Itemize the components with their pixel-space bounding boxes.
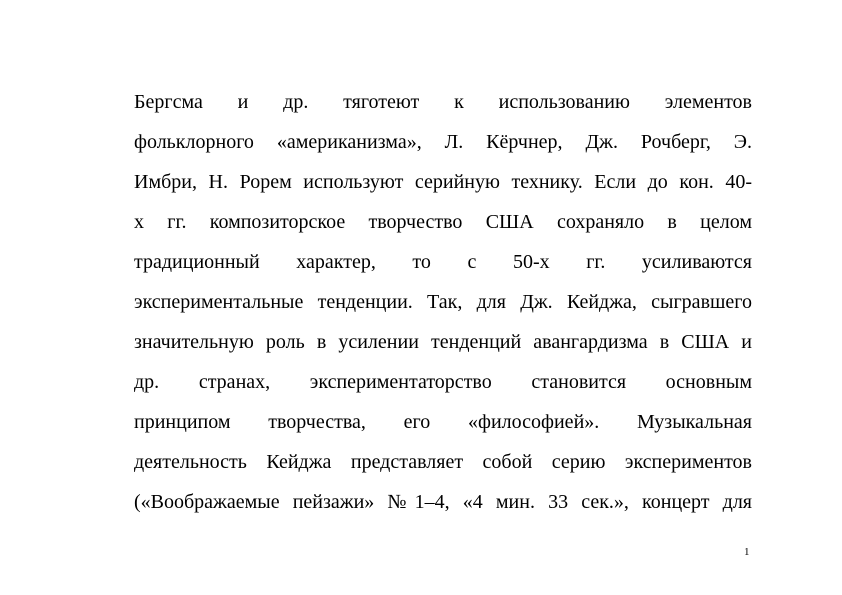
text-line: принципом творчества, его «философией». Музыкальная: [134, 411, 752, 433]
text-line: др. странах, экспериментаторство становится основным: [134, 371, 752, 393]
text-line: («Воображаемые пейзажи» №1–4, «4 мин. 33 сек.», концерт для: [134, 491, 752, 513]
page-number: 1: [744, 546, 750, 558]
text-line: Бергсма и др. тяготеют к использованию элементов: [134, 91, 752, 113]
text-line: х гг. композиторское творчество США сохраняло в целом: [134, 211, 752, 233]
body-text: [134, 82, 752, 522]
text-line: фольклорного «американизма», Л. Кёрчнер, Дж. Рочберг, Э.: [134, 131, 752, 153]
text-line: значительную роль в усилении тенденций авангардизма в США и: [134, 331, 752, 353]
text-line: традиционный характер, то с 50-х гг. усиливаются: [134, 251, 752, 273]
text-line: Имбри, Н. Рорем используют серийную технику. Если до кон. 40-: [134, 171, 752, 193]
text-line: деятельность Кейджа представляет собой серию экспериментов: [134, 451, 752, 473]
text-line: экспериментальные тенденции. Так, для Дж. Кейджа, сыгравшего: [134, 291, 752, 313]
